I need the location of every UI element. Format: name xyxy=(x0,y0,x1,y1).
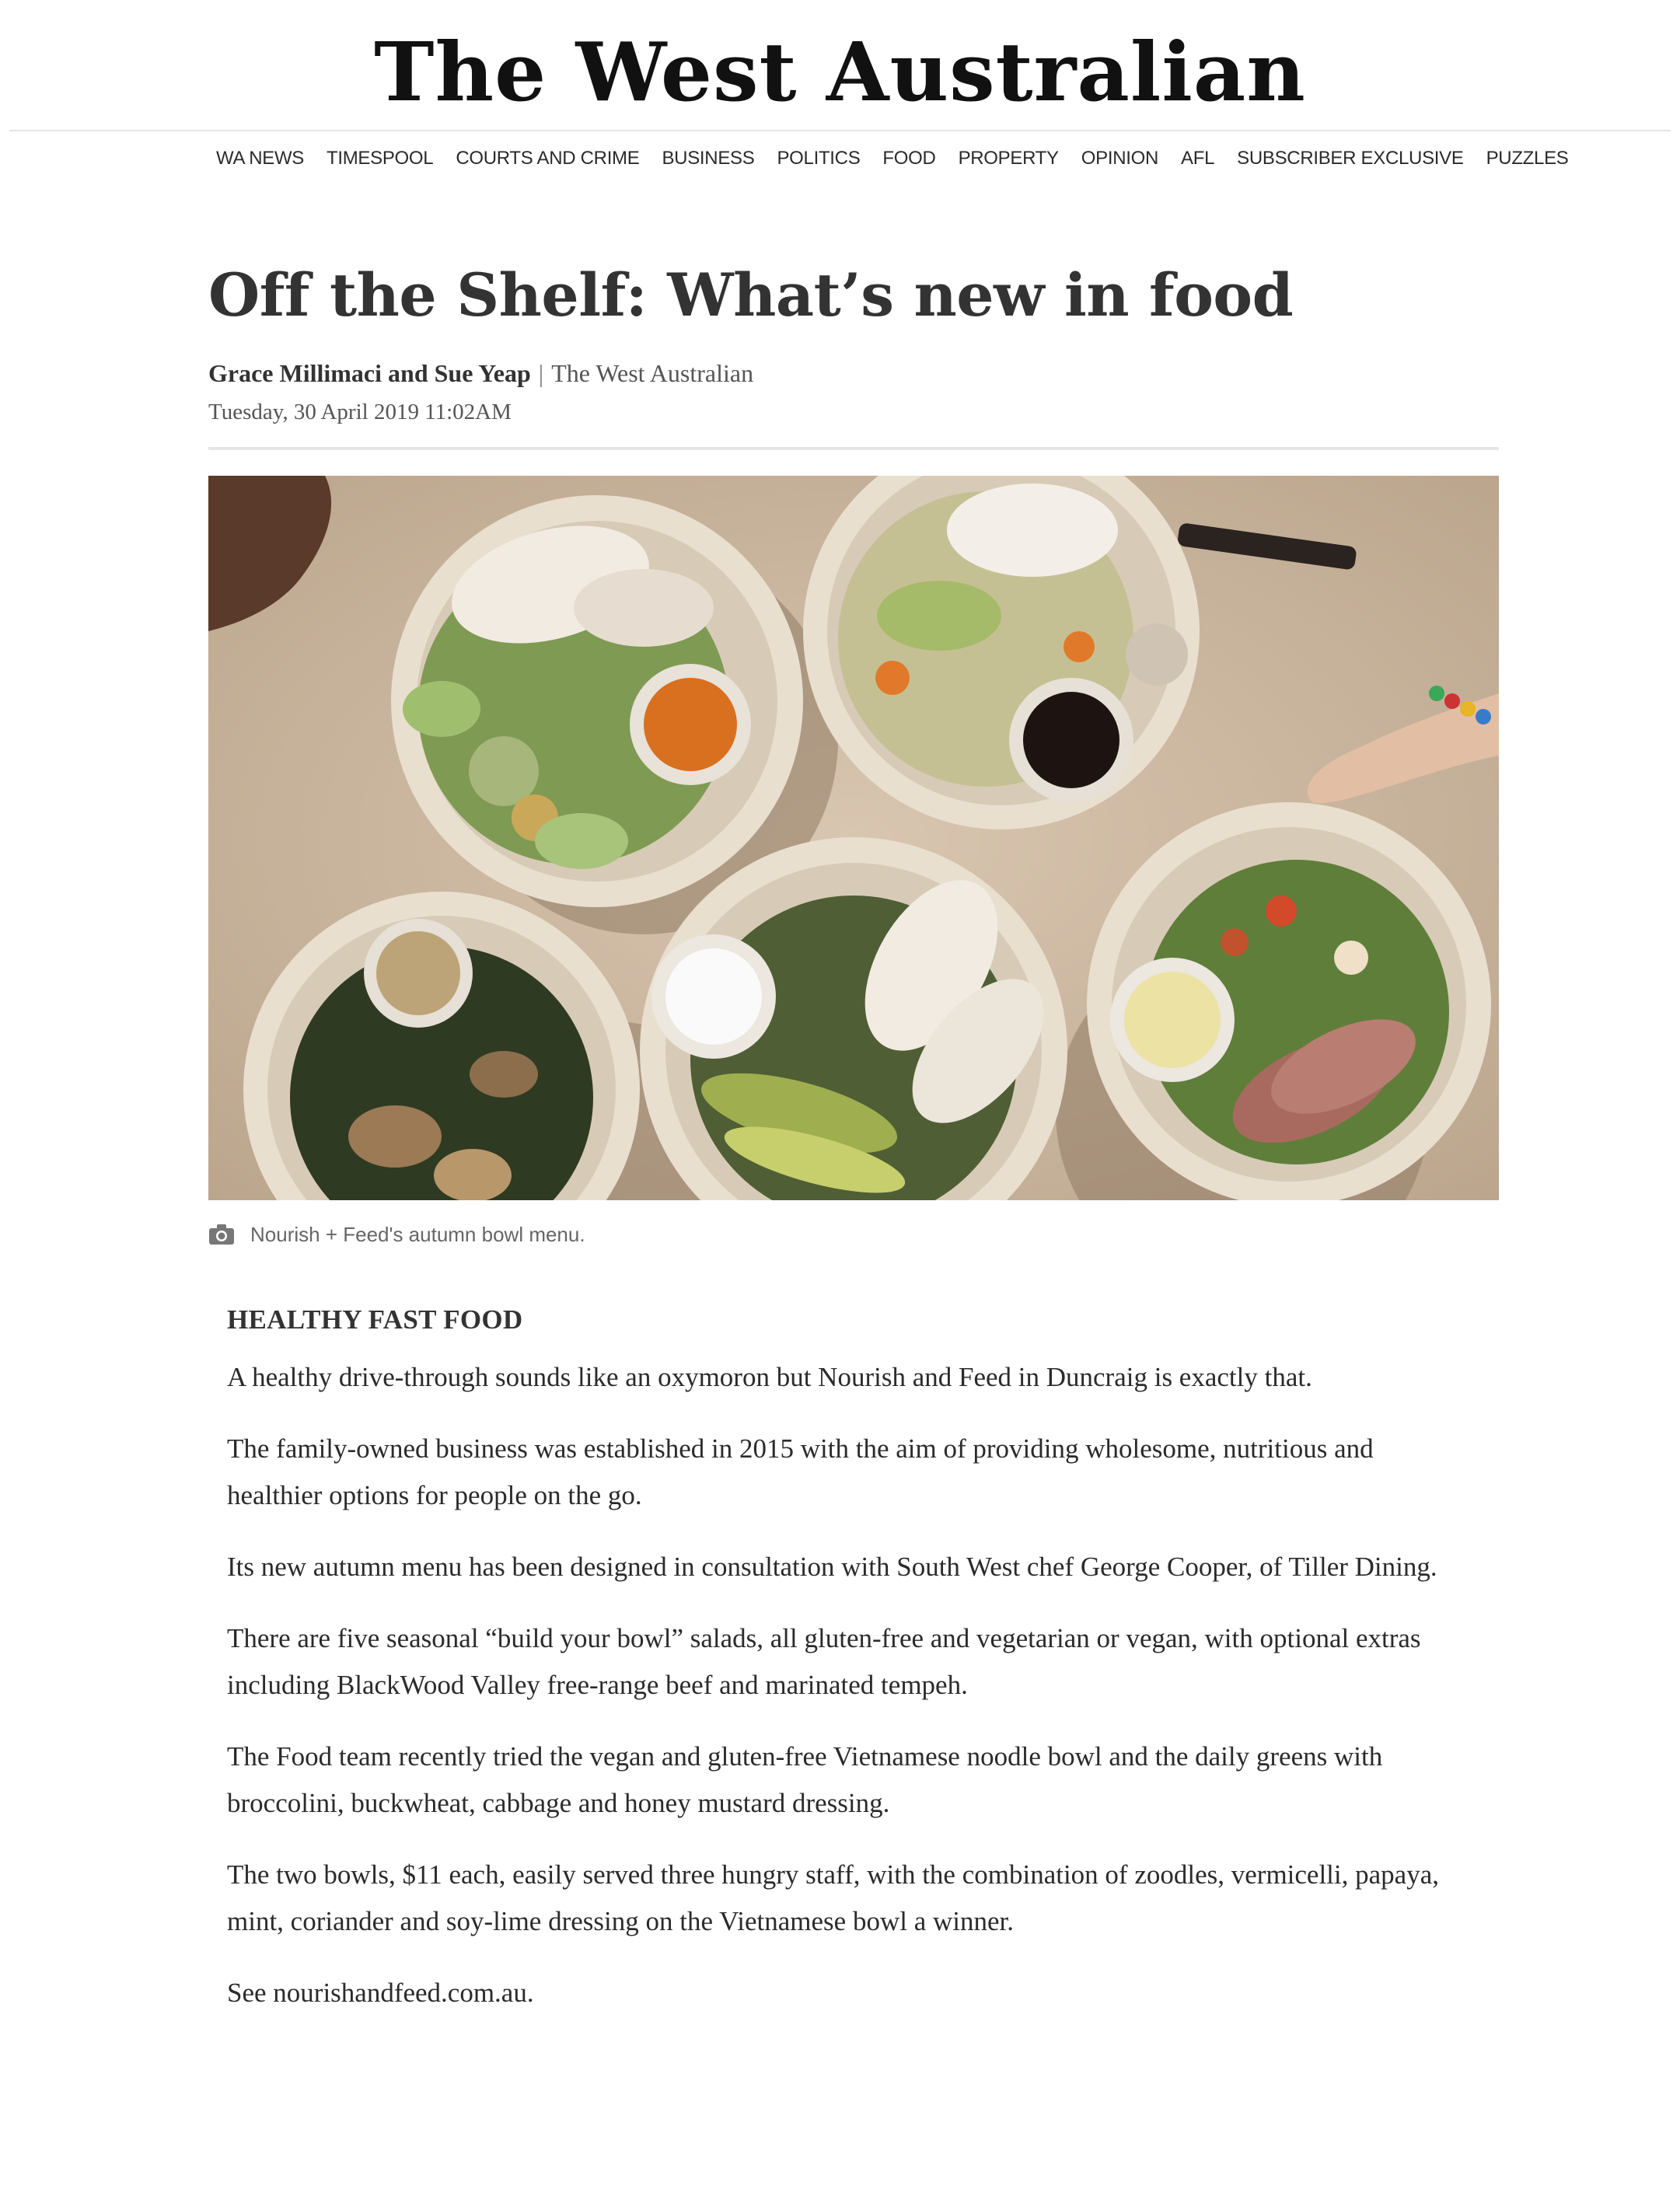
nav-item-business[interactable]: BUSINESS xyxy=(662,148,755,169)
main-nav xyxy=(216,143,1569,174)
section-heading: HEALTHY FAST FOOD xyxy=(227,1304,523,1335)
nav-item-puzzles[interactable]: PUZZLES xyxy=(1486,148,1569,169)
food-bowls-illustration xyxy=(208,476,1499,1200)
hero-image[interactable] xyxy=(208,476,1499,1200)
paragraph-4: There are five seasonal “build your bowl” salads, all gluten-free and vegetarian or vegan, with optional extras including BlackWood Valley free-range beef and marinated tempeh. xyxy=(227,1623,1421,1700)
paragraph-5: The Food team recently tried the vegan and gluten-free Vietnamese noodle bowl and the daily greens with broccolini, buckwheat, cabbage and honey mustard dressing. xyxy=(227,1741,1383,1818)
paragraph-3: Its new autumn menu has been designed in consultation with South West chef George Cooper, of Tiller Dining. xyxy=(227,1552,1437,1582)
header-divider xyxy=(208,447,1499,450)
paragraph-2: The family-owned business was established in 2015 with the aim of providing wholesome, nutritious and healthier options for people on the go. xyxy=(227,1433,1374,1510)
nav-item-property[interactable]: PROPERTY xyxy=(958,148,1059,169)
paragraph-6: The two bowls, $11 each, easily served three hungry staff, with the combination of zoodles, vermicelli, papaya, mint, coriander and soy-lime dressing on the Vietnamese bowl a winner. xyxy=(227,1859,1439,1936)
article-authors[interactable]: Grace Millimaci and Sue Yeap xyxy=(208,359,531,387)
nav-item-opinion[interactable]: OPINION xyxy=(1081,148,1159,169)
nav-item-courts-and-crime[interactable]: COURTS AND CRIME xyxy=(456,148,640,169)
masthead xyxy=(0,0,1680,132)
nav-item-subscriber-exclusive[interactable]: SUBSCRIBER EXCLUSIVE xyxy=(1237,148,1464,169)
masthead-divider xyxy=(9,130,1671,131)
article-headline: Off the Shelf: What’s new in food xyxy=(208,260,1294,330)
article-body xyxy=(227,1300,1455,2041)
caption-text: Nourish + Feed's autumn bowl menu. xyxy=(250,1222,585,1246)
site-logo[interactable]: The West Australian xyxy=(374,24,1306,120)
camera-icon xyxy=(208,1224,235,1245)
nav-item-food[interactable]: FOOD xyxy=(882,148,936,169)
image-caption xyxy=(208,1219,1499,1250)
publish-date: Tuesday, 30 April 2019 11:02AM xyxy=(208,400,512,424)
nav-item-timespool[interactable]: TIMESPOOL xyxy=(327,148,434,169)
nav-item-wa-news[interactable]: WA NEWS xyxy=(216,148,305,169)
paragraph-1: A healthy drive-through sounds like an oxymoron but Nourish and Feed in Duncraig is exactly that. xyxy=(227,1362,1312,1392)
paragraph-7: See nourishandfeed.com.au. xyxy=(227,1978,534,2008)
byline xyxy=(208,356,1499,390)
publication-name: The West Australian xyxy=(551,359,754,387)
nav-item-politics[interactable]: POLITICS xyxy=(777,148,861,169)
nav-item-afl[interactable]: AFL xyxy=(1181,148,1215,169)
byline-separator: | xyxy=(538,359,544,387)
